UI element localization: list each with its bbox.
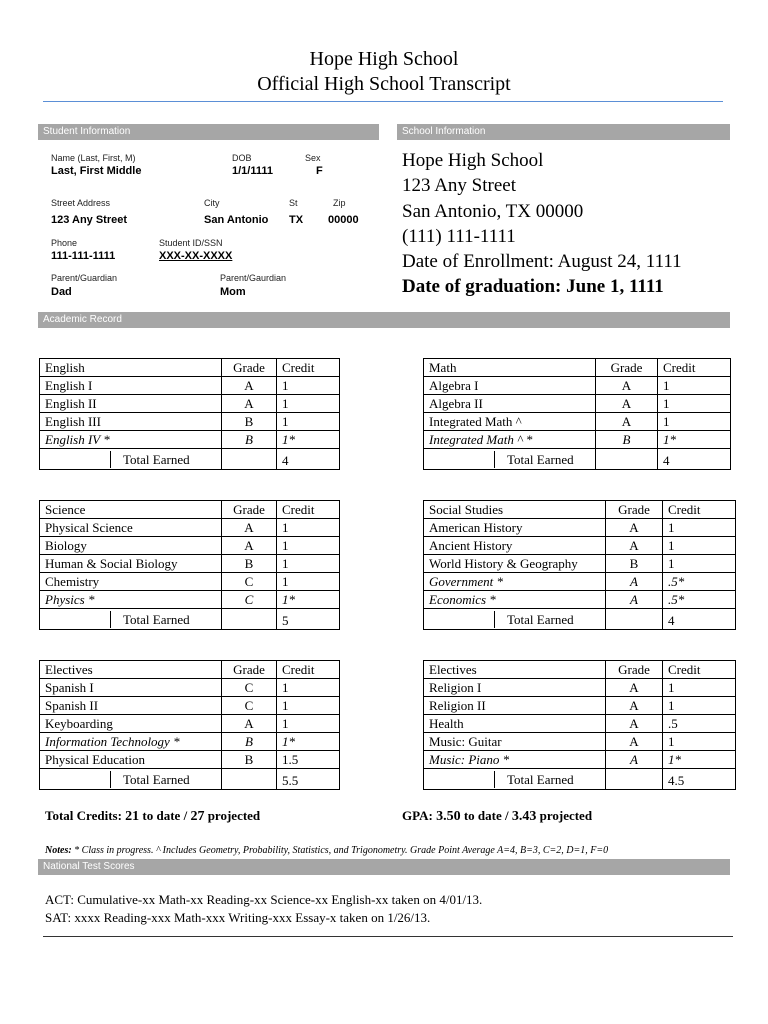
gpa-label: GPA: [402,808,433,823]
table-row [40,555,340,573]
table-header-row [40,661,340,679]
course-name: Physical Science [40,519,222,537]
course-grade: A [222,395,277,413]
total-grade-blank [606,609,663,630]
school-city: San Antonio, TX 00000 [402,200,584,222]
credits-to-date: 21 [125,809,140,824]
sat-scores: SAT: xxxx Reading-xxx Math-xxx Writing-xxx Essay-x taken on 1/26/13. [45,910,431,925]
course-credit: 1 [658,377,731,395]
name-label: Name (Last, First, M) [51,153,136,163]
student-state: TX [289,214,304,226]
gpa-to-date: 3.50 [436,809,461,824]
course-credit: 1 [663,697,736,715]
total-earned-value: 4 [663,609,736,630]
table-row [40,519,340,537]
table-row [40,733,340,751]
total-earned-value: 4 [658,449,731,470]
credits-projected: 27 [190,809,205,824]
total-row [40,769,340,790]
course-grade: B [222,413,277,431]
course-name: Economics * [424,591,606,609]
table-row [40,679,340,697]
course-name: Religion I [424,679,606,697]
course-grade: A [606,697,663,715]
grade-table-electives [39,660,340,790]
academic-record-bar: Academic Record [38,312,730,328]
total-credits [45,808,260,825]
table-row [40,537,340,555]
course-grade: B [222,751,277,769]
course-credit: 1.5 [277,751,340,769]
total-grade-blank [596,449,658,470]
course-grade: A [222,377,277,395]
course-name: Integrated Math ^ * [424,431,596,449]
enrollment-date: Date of Enrollment: August 24, 1111 [402,251,682,273]
course-credit: 1 [277,573,340,591]
course-name: Biology [40,537,222,555]
notes [45,845,608,856]
table-row [424,537,736,555]
course-grade: A [606,679,663,697]
course-name: Chemistry [40,573,222,591]
school-street: 123 Any Street [402,175,516,197]
credit-header: Credit [277,661,340,679]
table-header-row [424,359,731,377]
course-credit: 1 [277,715,340,733]
course-credit: 1 [663,733,736,751]
school-info-block [402,148,682,300]
table-row [424,573,736,591]
total-grade-blank [222,769,277,790]
table-row [40,395,340,413]
gpa-projected: 3.43 [511,809,537,824]
gpa [402,808,592,825]
course-credit: 1* [277,733,340,751]
course-grade: B [606,555,663,573]
total-earned-label: Total Earned [40,769,222,790]
grade-header: Grade [606,661,663,679]
course-grade: B [222,733,277,751]
credits-mid: to date / [142,808,188,823]
table-row [424,591,736,609]
course-name: World History & Geography [424,555,606,573]
act-scores: ACT: Cumulative-xx Math-xx Reading-xx Science-xx English-xx taken on 4/01/13. [45,892,483,907]
table-row [40,715,340,733]
course-grade: C [222,697,277,715]
student-dob: 1/1/1111 [232,165,273,177]
course-grade: A [222,715,277,733]
course-grade: A [222,519,277,537]
grade-header: Grade [596,359,658,377]
student-sex: F [316,165,323,177]
subject-header: Electives [40,661,222,679]
grade-header: Grade [606,501,663,519]
total-earned-value: 4 [277,449,340,470]
table-header-row [40,359,340,377]
course-grade: A [596,377,658,395]
state-label: St [289,198,298,208]
table-row [424,697,736,715]
notes-label: Notes: [45,845,72,856]
course-name: English III [40,413,222,431]
footer-rule [43,936,733,937]
course-grade: A [606,715,663,733]
table-header-row [40,501,340,519]
course-name: Physics * [40,591,222,609]
city-label: City [204,198,220,208]
course-credit: 1 [663,555,736,573]
total-grade-blank [222,449,277,470]
course-grade: A [606,751,663,769]
course-grade: B [596,431,658,449]
grade-table-science [39,500,340,630]
parent2-value: Mom [220,286,246,298]
parent2-label: Parent/Gaurdian [220,273,287,283]
total-earned-label: Total Earned [40,449,222,470]
course-credit: 1* [663,751,736,769]
grade-table-social-studies [423,500,736,630]
course-grade: A [596,395,658,413]
credit-header: Credit [663,501,736,519]
table-row [424,519,736,537]
table-row [424,431,731,449]
course-credit: .5* [663,573,736,591]
credit-header: Credit [277,359,340,377]
table-row [40,431,340,449]
course-credit: 1 [277,697,340,715]
course-credit: .5* [663,591,736,609]
course-credit: 1 [277,679,340,697]
subject-header: Science [40,501,222,519]
grade-table-math [423,358,731,470]
course-name: Information Technology * [40,733,222,751]
grade-header: Grade [222,661,277,679]
total-earned-value: 4.5 [663,769,736,790]
course-credit: 1* [277,431,340,449]
course-grade: A [606,519,663,537]
table-row [424,751,736,769]
course-credit: .5 [663,715,736,733]
credit-header: Credit [658,359,731,377]
school-title: Hope High School [309,48,459,70]
total-grade-blank [222,609,277,630]
sex-label: Sex [305,153,321,163]
course-grade: C [222,573,277,591]
course-grade: C [222,591,277,609]
student-info-bar: Student Information [38,124,379,140]
table-row [40,377,340,395]
course-name: Spanish I [40,679,222,697]
course-credit: 1 [658,413,731,431]
course-name: Keyboarding [40,715,222,733]
table-row [40,591,340,609]
gpa-mid: to date / [463,808,509,823]
school-phone: (111) 111-1111 [402,225,516,247]
course-name: Religion II [424,697,606,715]
course-name: Music: Guitar [424,733,606,751]
table-row [424,679,736,697]
header-rule [43,101,723,102]
course-credit: 1* [658,431,731,449]
grade-header: Grade [222,359,277,377]
student-id-label: Student ID/SSN [159,238,223,248]
table-row [424,413,731,431]
table-header-row [424,501,736,519]
total-grade-blank [606,769,663,790]
graduation-date: Date of graduation: June 1, 1111 [402,276,664,298]
credits-end: projected [207,808,261,823]
course-grade: B [222,555,277,573]
dob-label: DOB [232,153,252,163]
grade-table-electives [423,660,736,790]
subject-header: Electives [424,661,606,679]
parent1-label: Parent/Guardian [51,273,118,283]
gpa-end: projected [539,808,593,823]
course-name: Physical Education [40,751,222,769]
course-name: Integrated Math ^ [424,413,596,431]
student-street: 123 Any Street [51,214,128,226]
course-grade: A [222,537,277,555]
total-row [424,769,736,790]
student-id: XXX-XX-XXXX [159,250,233,262]
school-info-bar: School Information [397,124,730,140]
course-name: Health [424,715,606,733]
student-city: San Antonio [204,214,269,226]
course-name: Spanish II [40,697,222,715]
notes-text: * Class in progress. ^ Includes Geometry, Probability, Statistics, and Trigonometry. Grade Point Average A=4, B=3, C=2, D=1, F=0 [71,845,609,856]
course-name: Music: Piano * [424,751,606,769]
subject-header: Social Studies [424,501,606,519]
student-name: Last, First Middle [51,165,142,177]
table-row [424,733,736,751]
course-credit: 1* [277,591,340,609]
course-credit: 1 [663,679,736,697]
grade-header: Grade [222,501,277,519]
course-grade: A [606,733,663,751]
table-row [40,573,340,591]
transcript-title: Official High School Transcript [257,73,511,95]
course-name: American History [424,519,606,537]
total-earned-value: 5 [277,609,340,630]
phone-label: Phone [51,238,78,248]
credit-header: Credit [663,661,736,679]
course-name: Human & Social Biology [40,555,222,573]
course-credit: 1 [277,519,340,537]
street-label: Street Address [51,198,111,208]
table-row [424,377,731,395]
student-zip: 00000 [328,214,359,226]
table-row [424,395,731,413]
total-row [40,609,340,630]
total-earned-label: Total Earned [424,609,606,630]
subject-header: Math [424,359,596,377]
course-grade: C [222,679,277,697]
total-row [40,449,340,470]
total-earned-label: Total Earned [424,769,606,790]
zip-label: Zip [333,198,346,208]
course-name: English II [40,395,222,413]
table-row [40,413,340,431]
test-scores-bar: National Test Scores [38,859,730,875]
course-grade: A [606,591,663,609]
course-name: Algebra I [424,377,596,395]
course-credit: 1 [663,537,736,555]
total-row [424,449,731,470]
course-name: Ancient History [424,537,606,555]
table-row [424,555,736,573]
course-name: Government * [424,573,606,591]
table-row [40,697,340,715]
total-earned-label: Total Earned [40,609,222,630]
course-name: Algebra II [424,395,596,413]
course-credit: 1 [277,413,340,431]
course-credit: 1 [277,537,340,555]
subject-header: English [40,359,222,377]
total-credits-label: Total Credits: [45,808,122,823]
course-grade: A [596,413,658,431]
course-credit: 1 [277,555,340,573]
student-phone: 111-111-1111 [51,250,116,262]
total-row [424,609,736,630]
course-grade: A [606,537,663,555]
course-name: English I [40,377,222,395]
course-grade: B [222,431,277,449]
grade-table-english [39,358,340,470]
total-earned-label: Total Earned [424,449,596,470]
course-credit: 1 [277,395,340,413]
course-grade: A [606,573,663,591]
course-name: English IV * [40,431,222,449]
course-credit: 1 [277,377,340,395]
course-credit: 1 [658,395,731,413]
table-row [40,751,340,769]
parent1-value: Dad [51,286,72,298]
school-name: Hope High School [402,150,544,171]
table-header-row [424,661,736,679]
table-row [424,715,736,733]
total-earned-value: 5.5 [277,769,340,790]
course-credit: 1 [663,519,736,537]
credit-header: Credit [277,501,340,519]
